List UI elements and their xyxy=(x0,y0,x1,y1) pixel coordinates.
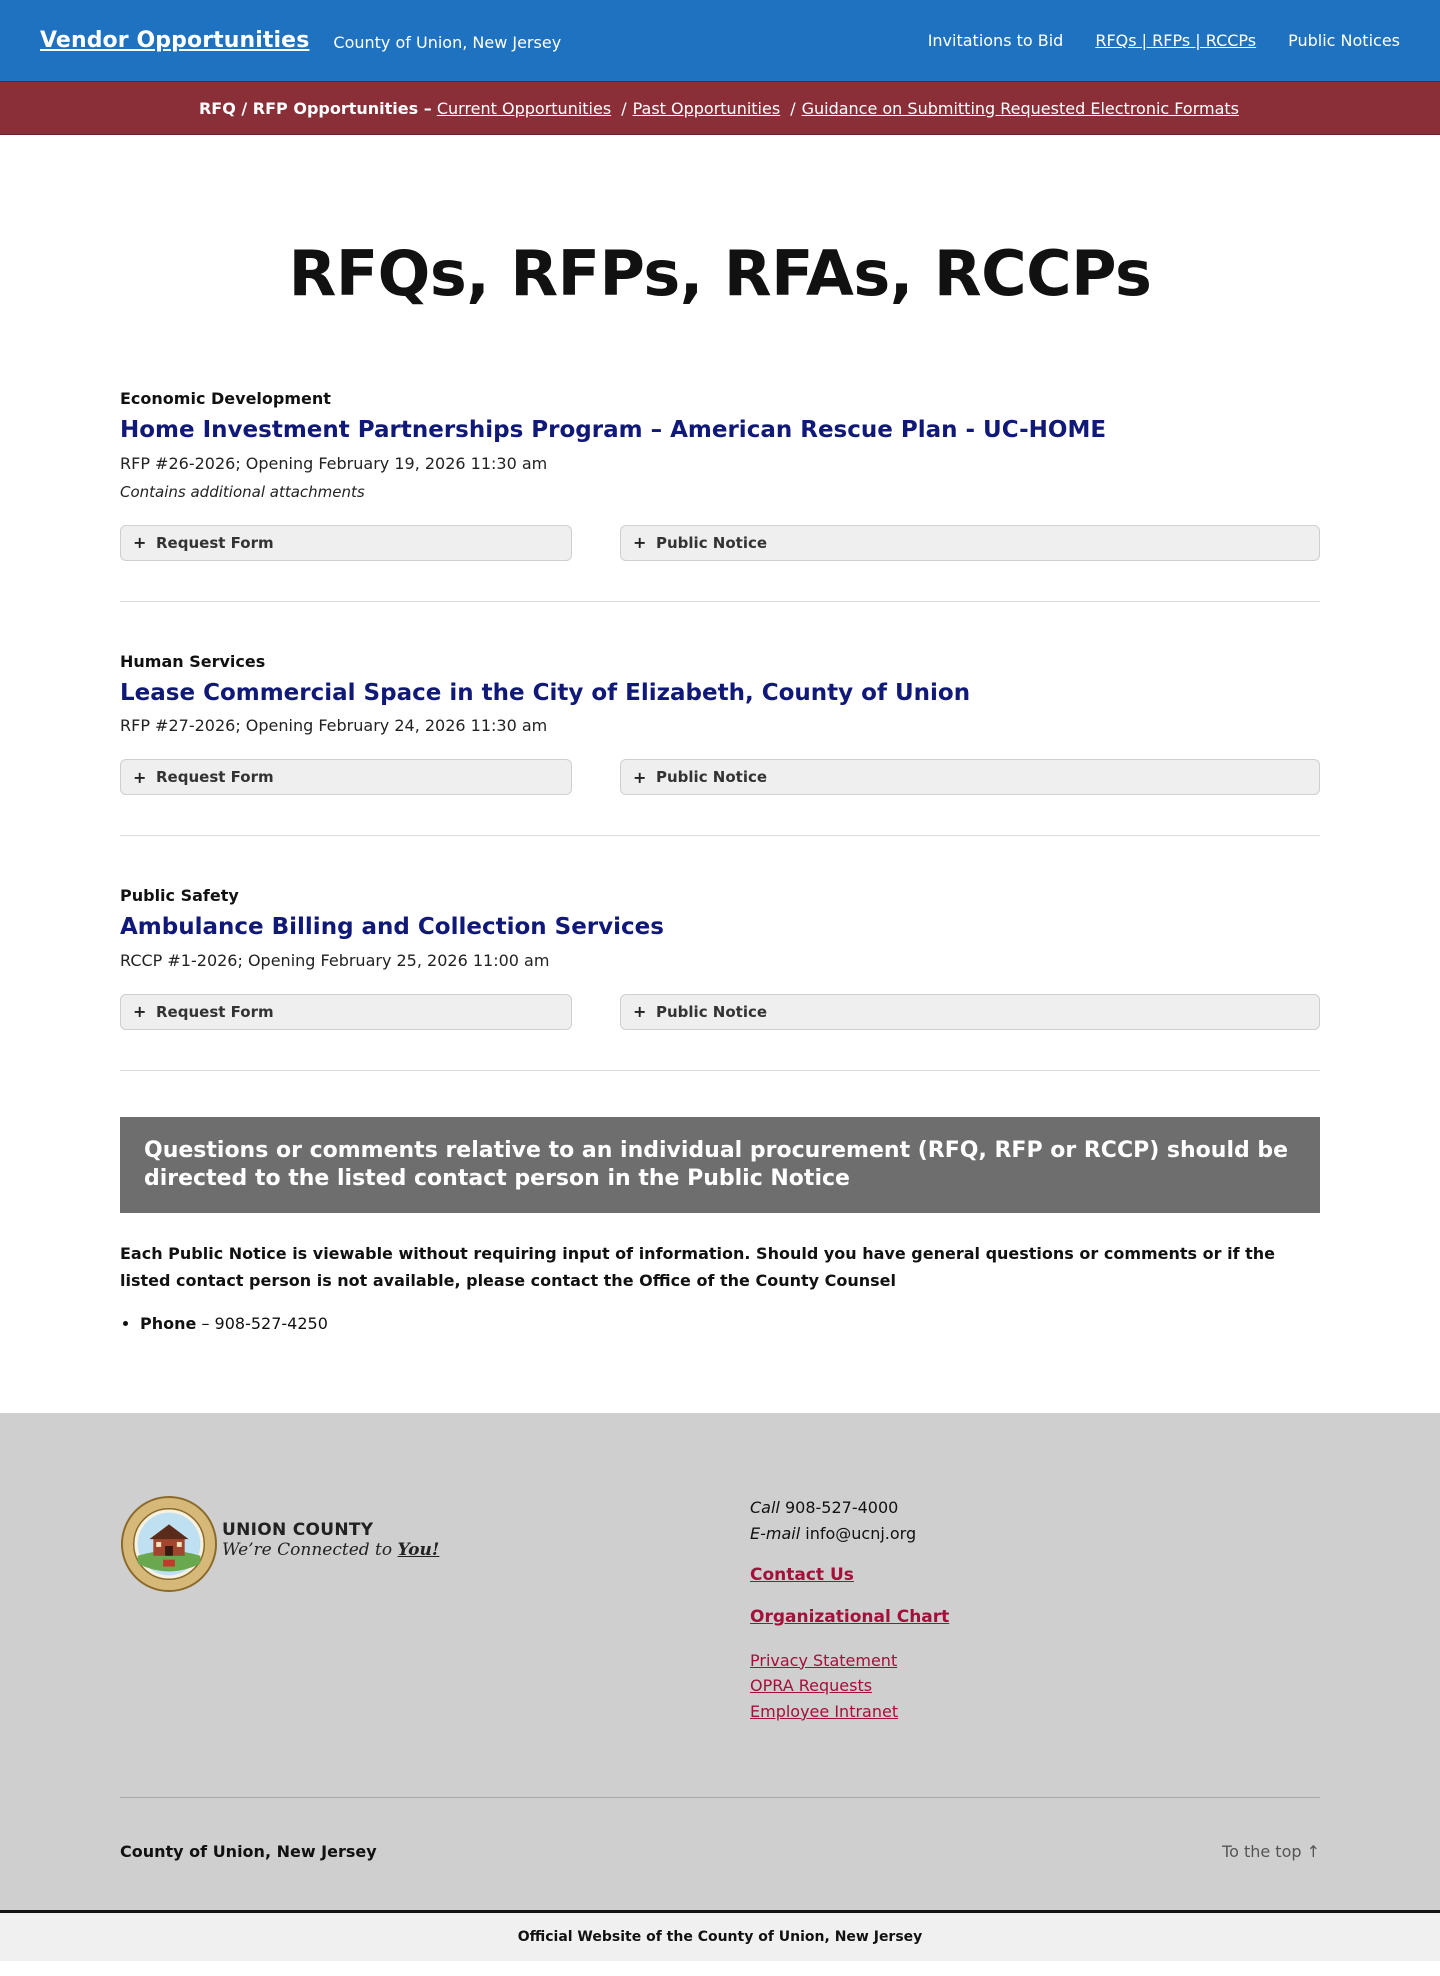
county-seal-icon xyxy=(120,1495,218,1593)
phone-label: Phone xyxy=(140,1314,197,1334)
opportunity-accordions xyxy=(120,525,1320,561)
opportunity-meta: RCCP #1-2026; Opening February 25, 2026 11:00 am xyxy=(120,950,550,970)
employee-intranet-link[interactable]: Employee Intranet xyxy=(750,1701,899,1721)
main-content xyxy=(0,237,1440,1334)
top-nav xyxy=(928,31,1400,50)
privacy-statement-link[interactable]: Privacy Statement xyxy=(750,1650,898,1670)
subnav-separator: / xyxy=(790,98,796,118)
accordion-label: Public Notice xyxy=(656,768,768,787)
accordion-label: Request Form xyxy=(156,768,274,787)
site-footer xyxy=(0,1413,1440,1910)
opportunity-note: Contains additional attachments xyxy=(120,482,365,501)
opportunity-meta: RFP #27-2026; Opening February 24, 2026 11:30 am xyxy=(120,716,548,736)
plus-icon: + xyxy=(133,533,147,553)
footer-email: E-mail info@ucnj.org xyxy=(750,1523,917,1543)
plus-icon: + xyxy=(133,1002,147,1022)
public-notice-accordion[interactable] xyxy=(620,994,1320,1030)
accordion-label: Public Notice xyxy=(656,1002,768,1021)
questions-callout: Questions or comments relative to an individual procurement (RFQ, RFP or RCCP) should be directed to the listed contact person in the Public Notice xyxy=(120,1117,1320,1213)
opportunity-item xyxy=(120,652,1320,837)
phone-item xyxy=(140,1314,1320,1333)
footer-divider xyxy=(120,1797,1320,1798)
opportunity-title-link[interactable]: Home Investment Partnerships Program – American Rescue Plan - UC-HOME xyxy=(120,417,1107,443)
back-to-top-link[interactable]: To the top ↑ xyxy=(1222,1842,1320,1862)
site-title-link[interactable]: Vendor Opportunities xyxy=(40,28,310,53)
subnav-guidance-electronic-formats[interactable]: Guidance on Submitting Requested Electronic Formats xyxy=(801,98,1240,118)
site-header xyxy=(0,0,1440,81)
opportunity-accordions xyxy=(120,759,1320,795)
request-form-accordion[interactable] xyxy=(120,994,572,1030)
opportunity-list xyxy=(120,389,1320,1071)
opportunity-title-link[interactable]: Lease Commercial Space in the City of Elizabeth, County of Union xyxy=(120,679,971,706)
footer-phone: Call 908-527-4000 xyxy=(750,1498,899,1518)
subnav-separator: / xyxy=(621,98,627,118)
public-notice-accordion[interactable] xyxy=(620,525,1320,561)
plus-icon: + xyxy=(633,1002,647,1022)
opportunity-meta: RFP #26-2026; Opening February 19, 2026 11:30 am xyxy=(120,453,548,473)
opportunity-item xyxy=(120,886,1320,1071)
accordion-label: Request Form xyxy=(156,533,274,552)
request-form-accordion[interactable] xyxy=(120,525,572,561)
opportunity-department: Economic Development xyxy=(120,389,331,408)
phone-separator: – xyxy=(196,1314,215,1334)
public-notice-accordion[interactable] xyxy=(620,759,1320,795)
nav-public-notices[interactable]: Public Notices xyxy=(1288,31,1400,50)
nav-rfqs-rfps-rccps[interactable]: RFQs | RFPs | RCCPs xyxy=(1095,31,1257,50)
subnav-current-opportunities[interactable]: Current Opportunities xyxy=(436,98,612,118)
plus-icon: + xyxy=(633,533,647,553)
organizational-chart-link[interactable]: Organizational Chart xyxy=(750,1607,950,1628)
logo-line-2: We’re Connected to You! xyxy=(222,1540,440,1561)
opportunity-department: Human Services xyxy=(120,651,266,671)
accordion-label: Request Form xyxy=(156,1002,274,1021)
contact-us-link[interactable]: Contact Us xyxy=(750,1565,854,1586)
public-notice-info: Each Public Notice is viewable without requiring input of information. Should you have general questions or comments or if the listed contact person is not available, please contact the Office of the County Counsel xyxy=(120,1243,1276,1290)
subnav-past-opportunities[interactable]: Past Opportunities xyxy=(632,98,781,118)
subnav-lead: RFQ / RFP Opportunities – xyxy=(198,98,432,118)
contact-list xyxy=(120,1314,1320,1333)
opportunity-item xyxy=(120,389,1320,602)
request-form-accordion[interactable] xyxy=(120,759,572,795)
opportunity-title-link[interactable]: Ambulance Billing and Collection Services xyxy=(120,914,664,941)
opportunity-accordions xyxy=(120,994,1320,1030)
plus-icon: + xyxy=(633,767,647,787)
page-title: RFQs, RFPs, RFAs, RCCPs xyxy=(288,237,1152,310)
logo-line-1: UNION COUNTY xyxy=(222,1520,374,1541)
footer-small-links xyxy=(750,1648,949,1725)
plus-icon: + xyxy=(133,767,147,787)
opportunities-subnav xyxy=(0,81,1440,135)
union-county-logo[interactable] xyxy=(120,1495,750,1593)
opra-requests-link[interactable]: OPRA Requests xyxy=(750,1676,873,1696)
official-website-banner: Official Website of the County of Union, New Jersey xyxy=(0,1910,1440,1961)
footer-org-name: County of Union, New Jersey xyxy=(120,1842,377,1862)
phone-value: 908-527-4250 xyxy=(214,1314,328,1334)
accordion-label: Public Notice xyxy=(656,533,768,552)
opportunity-department: Public Safety xyxy=(120,886,239,906)
nav-invitations-to-bid[interactable]: Invitations to Bid xyxy=(927,31,1064,50)
site-subtitle: County of Union, New Jersey xyxy=(333,33,562,52)
